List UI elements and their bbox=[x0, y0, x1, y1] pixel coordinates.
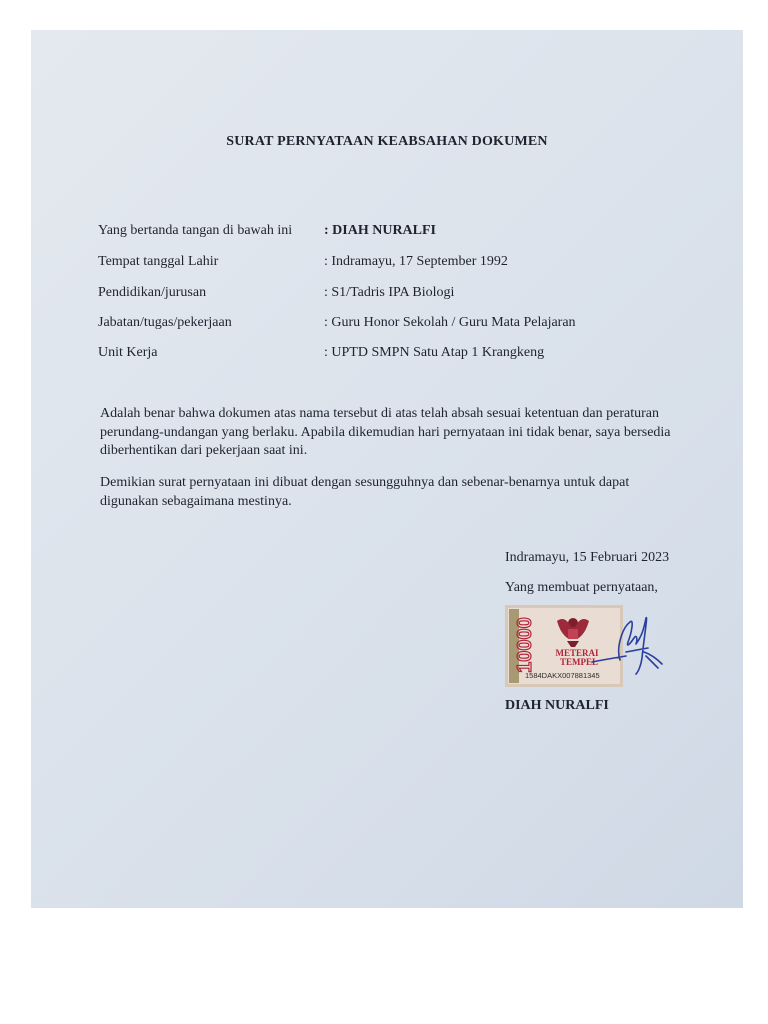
identity-label: Tempat tanggal Lahir bbox=[98, 254, 219, 269]
document-page bbox=[31, 30, 743, 908]
identity-row-unit bbox=[98, 345, 718, 367]
identity-value: : UPTD SMPN Satu Atap 1 Krangkeng bbox=[324, 345, 545, 360]
stamp-label-meterai: METERAI bbox=[555, 648, 599, 658]
identity-value: : Indramayu, 17 September 1992 bbox=[324, 254, 508, 269]
handwritten-signature bbox=[586, 608, 666, 678]
signature-place-date: Indramayu, 15 Februari 2023 bbox=[505, 550, 670, 565]
identity-value: : S1/Tadris IPA Biologi bbox=[324, 285, 455, 300]
statement-paragraph: Adalah benar bahwa dokumen atas nama tersebut di atas telah absah sesuai ketentuan dan peraturan perundang-undangan yang berlaku. Apabila dikemudian hari pernyataan ini tidak benar, saya bersedia diberhentikan dari pekerjaan saat ini. bbox=[100, 406, 671, 458]
stamp-serial: 1584DAKX007881345 bbox=[525, 671, 600, 680]
identity-value: : Guru Honor Sekolah / Guru Mata Pelajaran bbox=[324, 315, 576, 330]
identity-row-birth bbox=[98, 254, 718, 276]
stamp-value: 10000 bbox=[514, 617, 536, 673]
identity-label: Pendidikan/jurusan bbox=[98, 285, 207, 300]
identity-label: Jabatan/tugas/pekerjaan bbox=[98, 315, 232, 330]
identity-row-education bbox=[98, 285, 718, 307]
stamp-label-tempel: TEMPEL bbox=[559, 657, 599, 667]
identity-row-position bbox=[98, 315, 718, 337]
identity-label: Yang bertanda tangan di bawah ini bbox=[98, 223, 293, 238]
identity-label: Unit Kerja bbox=[98, 345, 158, 360]
document-title: SURAT PERNYATAAN KEABSAHAN DOKUMEN bbox=[226, 134, 548, 149]
identity-value: : DIAH NURALFI bbox=[324, 223, 436, 238]
closing-paragraph: Demikian surat pernyataan ini dibuat dengan sesungguhnya dan sebenar-benarnya untuk dapat digunakan sebagaimana mestinya. bbox=[100, 475, 630, 509]
signature-name: DIAH NURALFI bbox=[505, 698, 609, 713]
identity-row-name bbox=[98, 223, 718, 245]
signature-role: Yang membuat pernyataan, bbox=[505, 580, 658, 595]
